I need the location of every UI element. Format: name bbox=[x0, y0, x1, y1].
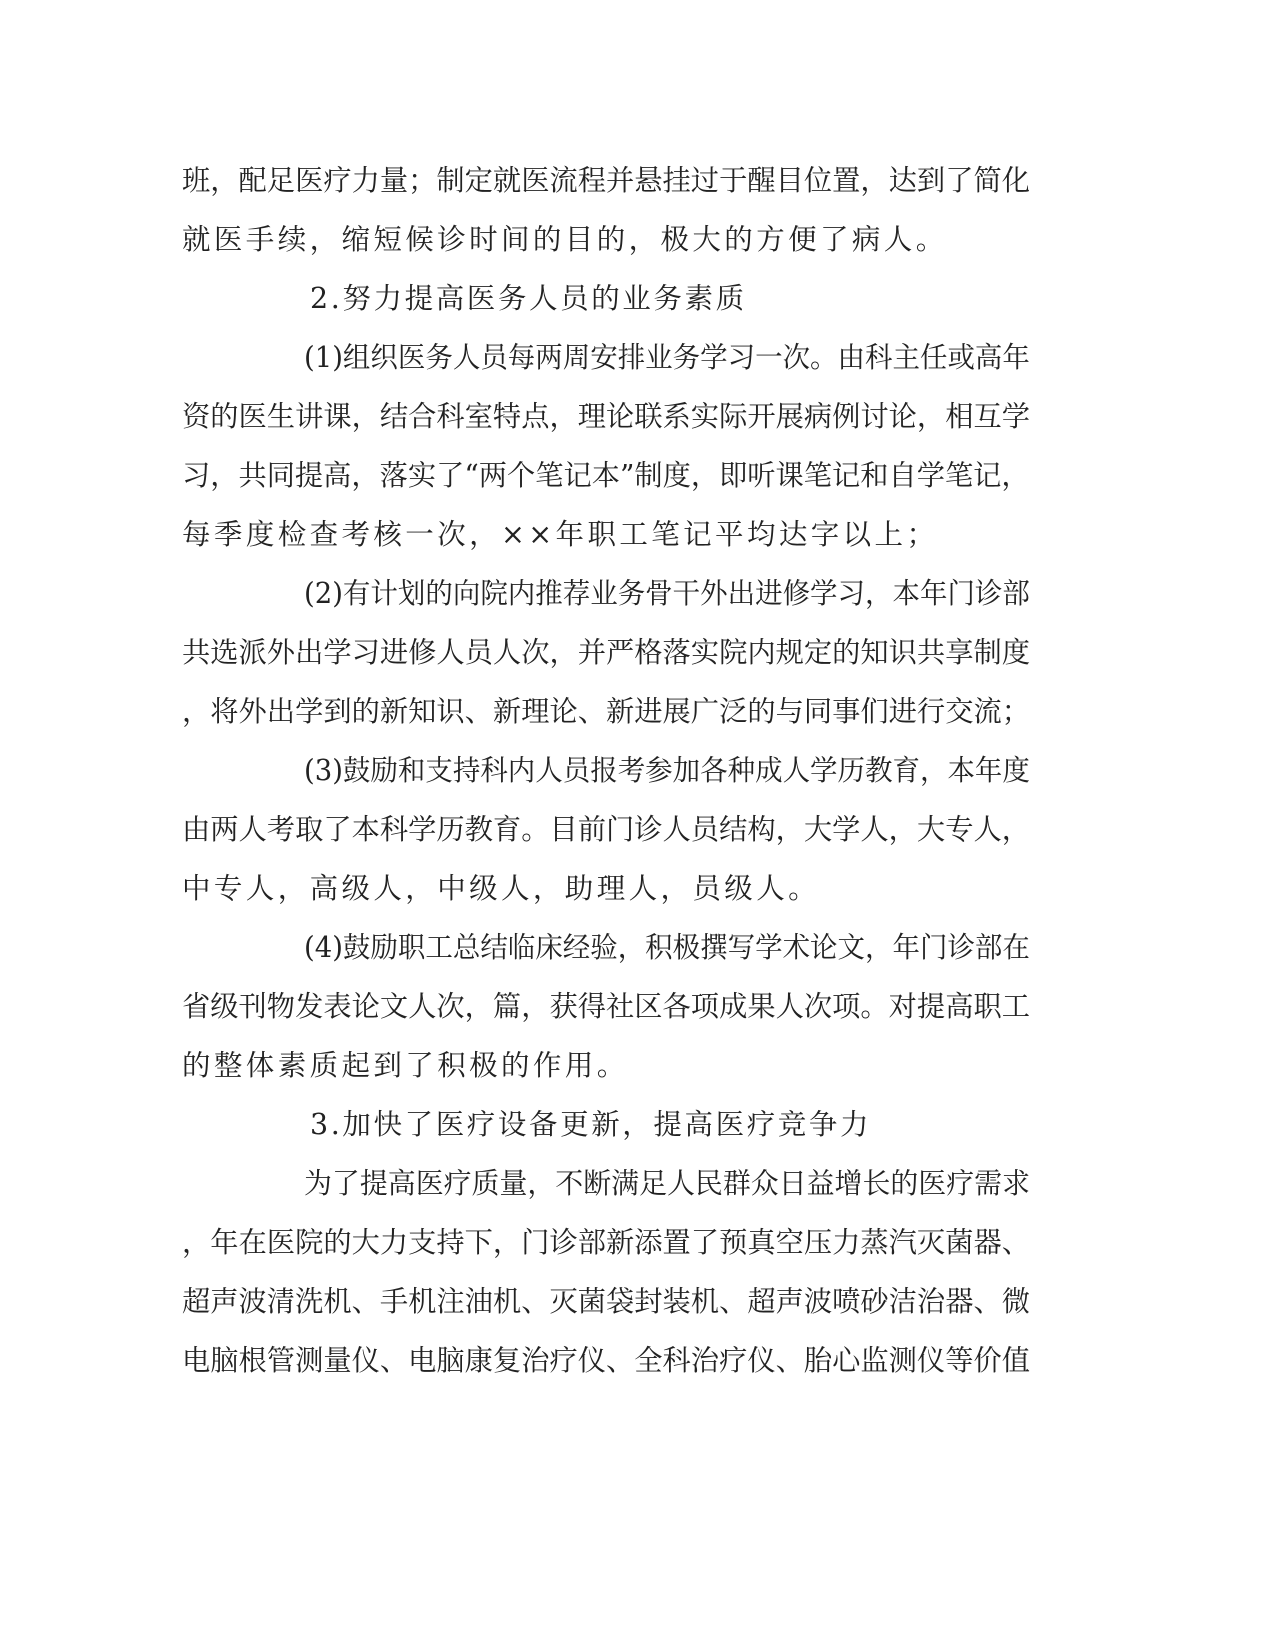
paragraph-line: 班，配足医疗力量；制定就医流程并悬挂过于醒目位置，达到了简化 bbox=[182, 164, 1031, 197]
section-heading: 3.加快了医疗设备更新，提高医疗竞争力 bbox=[310, 1108, 872, 1141]
paragraph-line: 每季度检查考核一次，××年职工笔记平均达字以上； bbox=[182, 518, 939, 551]
paragraph-line: 省级刊物发表论文人次，篇，获得社区各项成果人次项。对提高职工 bbox=[182, 990, 1031, 1023]
paragraph-line: (2)有计划的向院内推荐业务骨干外出进修学习，本年门诊部 bbox=[304, 577, 1030, 610]
paragraph-line: ，年在医院的大力支持下，门诊部新添置了预真空压力蒸汽灭菌器、 bbox=[182, 1226, 1031, 1259]
paragraph-line: 资的医生讲课，结合科室特点，理论联系实际开展病例讨论，相互学 bbox=[182, 400, 1031, 433]
paragraph-line: (1)组织医务人员每两周安排业务学习一次。由科主任或高年 bbox=[304, 341, 1030, 374]
paragraph-line: 共选派外出学习进修人员人次，并严格落实院内规定的知识共享制度 bbox=[182, 636, 1031, 669]
paragraph-line: 习，共同提高，落实了“两个笔记本”制度，即听课笔记和自学笔记， bbox=[182, 459, 1030, 492]
section-heading: 2.努力提高医务人员的业务素质 bbox=[310, 282, 747, 315]
paragraph-line: 的整体素质起到了积极的作用。 bbox=[182, 1049, 629, 1082]
paragraph-line: 电脑根管测量仪、电脑康复治疗仪、全科治疗仪、胎心监测仪等价值 bbox=[182, 1344, 1031, 1377]
paragraph-line: 超声波清洗机、手机注油机、灭菌袋封装机、超声波喷砂洁治器、微 bbox=[182, 1285, 1031, 1318]
paragraph-line: 中专人，高级人，中级人，助理人，员级人。 bbox=[182, 872, 821, 905]
paragraph-line: 为了提高医疗质量，不断满足人民群众日益增长的医疗需求 bbox=[304, 1167, 1031, 1200]
paragraph-line: 由两人考取了本科学历教育。目前门诊人员结构，大学人，大专人， bbox=[182, 813, 1031, 846]
paragraph-line: 就医手续，缩短候诊时间的目的，极大的方便了病人。 bbox=[182, 223, 948, 256]
paragraph-line: (4)鼓励职工总结临床经验，积极撰写学术论文，年门诊部在 bbox=[304, 931, 1030, 964]
paragraph-line: ，将外出学到的新知识、新理论、新进展广泛的与同事们进行交流； bbox=[182, 695, 1031, 728]
paragraph-line: (3)鼓励和支持科内人员报考参加各种成人学历教育，本年度 bbox=[304, 754, 1030, 787]
